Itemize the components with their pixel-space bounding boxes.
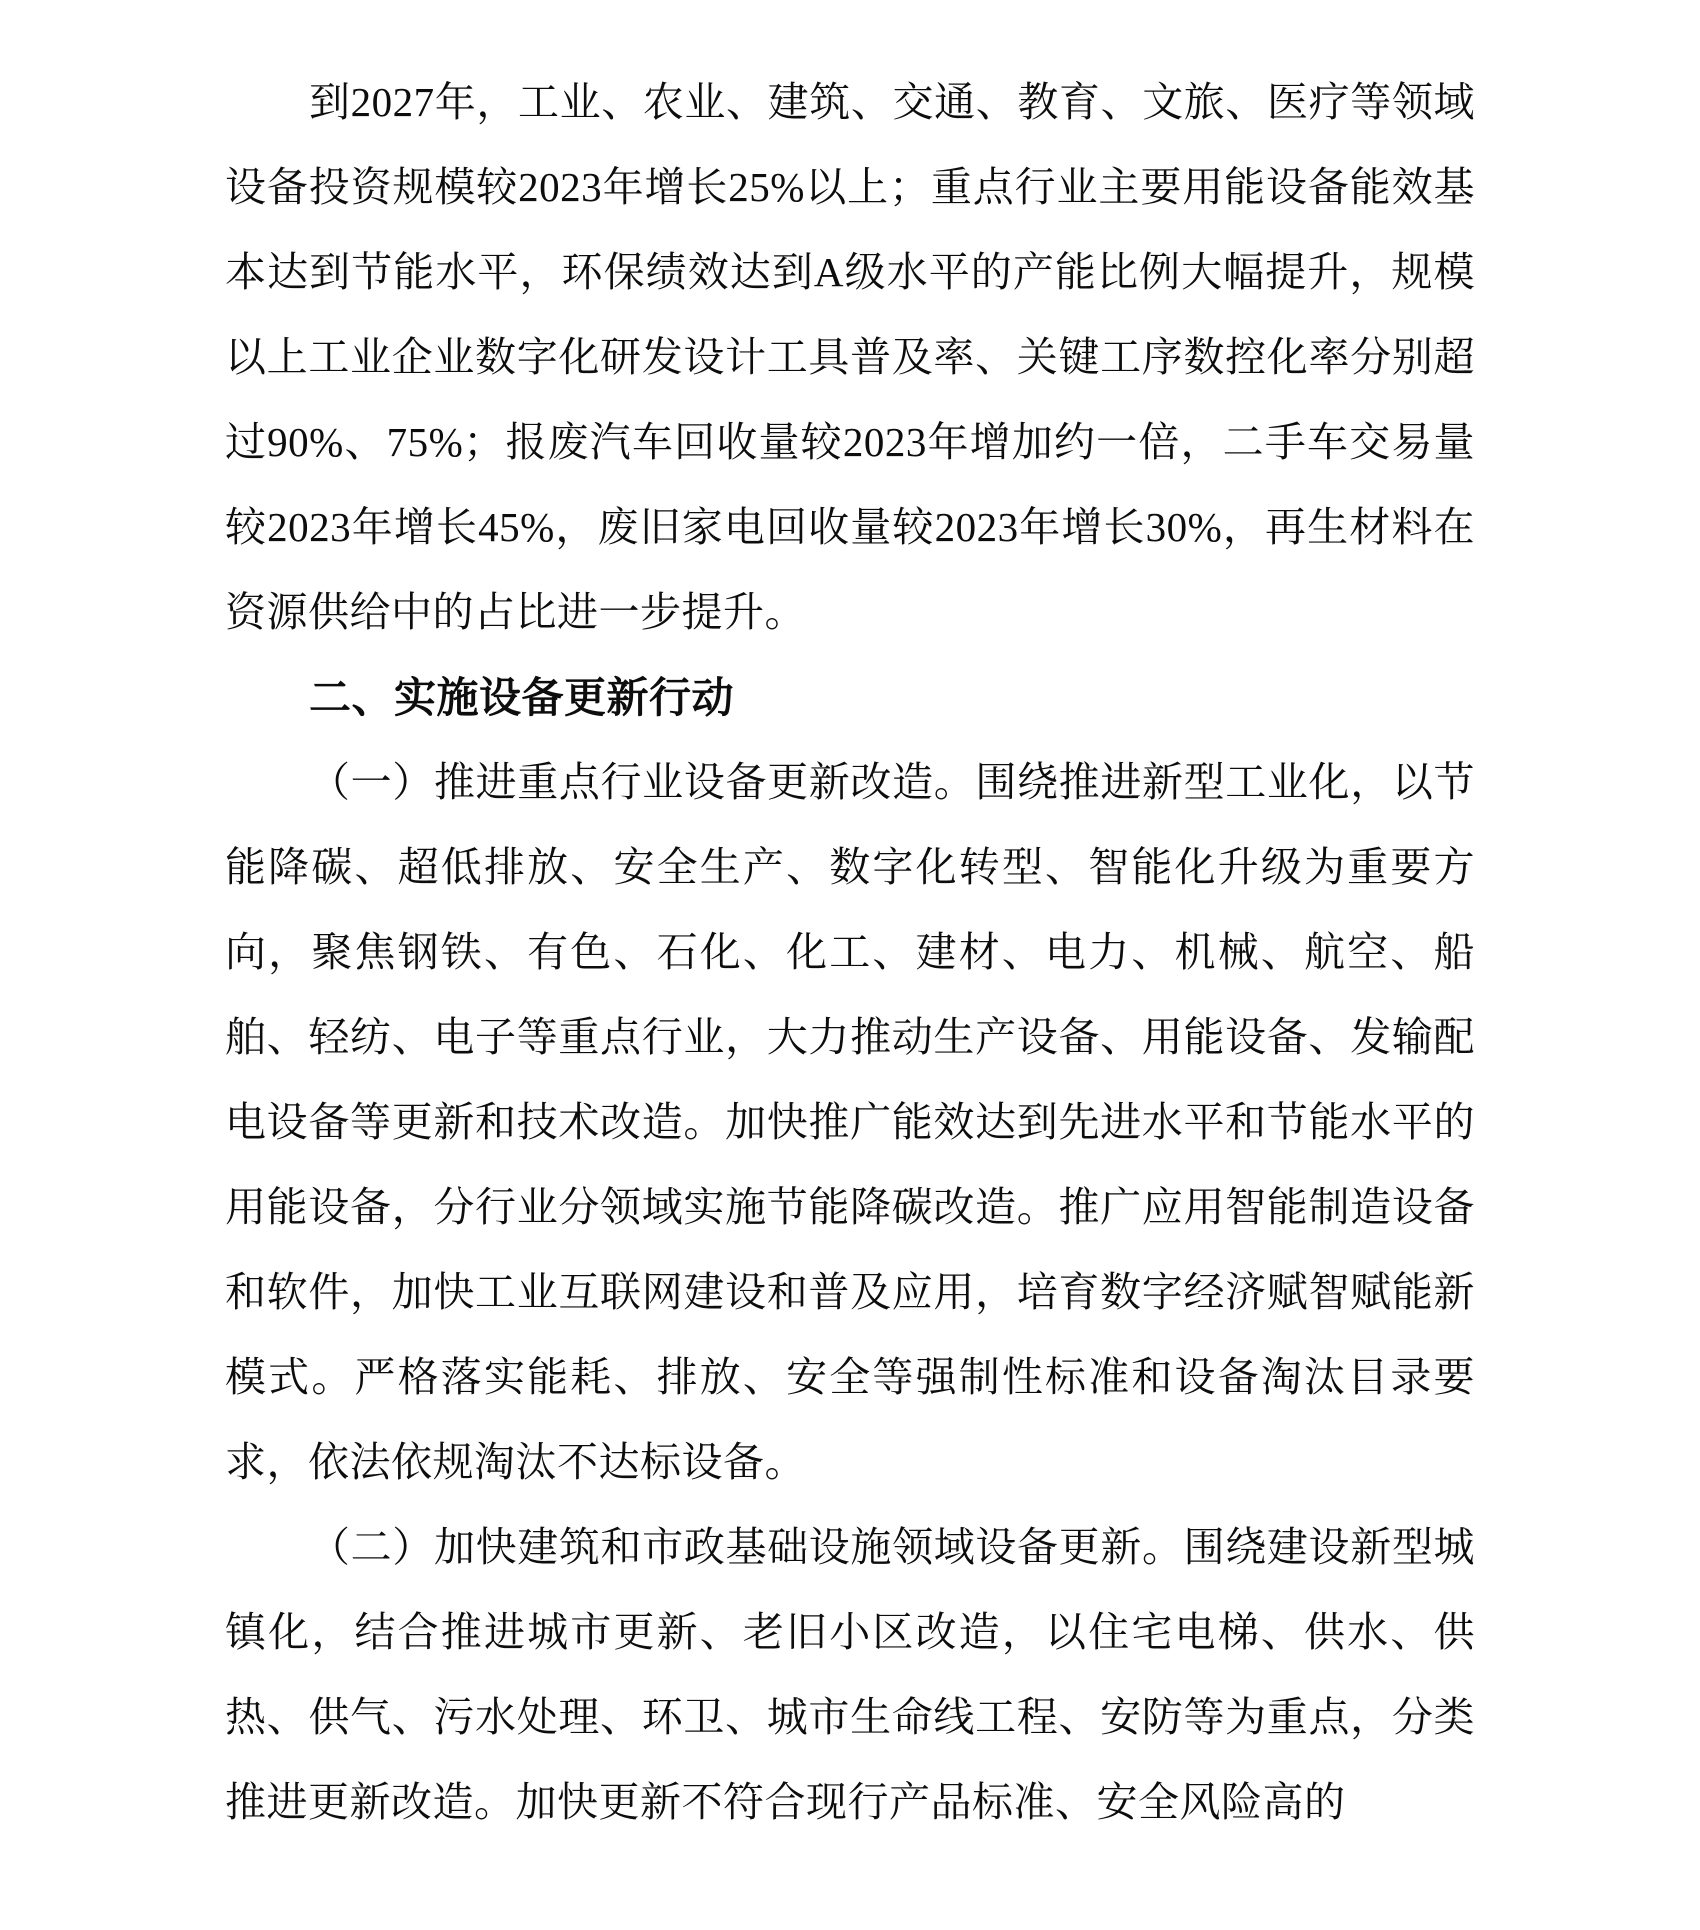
paragraph-item-one: （一）推进重点行业设备更新改造。围绕推进新型工业化，以节能降碳、超低排放、安全生产、数字化转型、智能化升级为重要方向，聚焦钢铁、有色、石化、化工、建材、电力、机械、航空、船舶、轻纺、电子等重点行业，大力推动生产设备、用能设备、发输配电设备等更新和技术改造。加快推广能效达到先进水平和节能水平的用能设备，分行业分领域实施节能降碳改造。推广应用智能制造设备和软件，加快工业互联网建设和普及应用，培育数字经济赋智赋能新模式。严格落实能耗、排放、安全等强制性标准和设备淘汰目录要求，依法依规淘汰不达标设备。 [225, 759, 1475, 1485]
heading-section-two: 二、实施设备更新行动 [309, 674, 735, 721]
paragraph-item-two: （二）加快建筑和市政基础设施领域设备更新。围绕建设新型城镇化，结合推进城市更新、老旧小区改造，以住宅电梯、供水、供热、供气、污水处理、环卫、城市生命线工程、安防等为重点，分类推进更新改造。加快更新不符合现行产品标准、安全风险高的 [225, 1524, 1475, 1825]
document-body [225, 60, 1475, 1845]
paragraph-goals-2027: 到2027年，工业、农业、建筑、交通、教育、文旅、医疗等领域设备投资规模较2023年增长25%以上；重点行业主要用能设备能效基本达到节能水平，环保绩效达到A级水平的产能比例大幅提升，规模以上工业企业数字化研发设计工具普及率、关键工序数控化率分别超过90%、75%；报废汽车回收量较2023年增加约一倍，二手车交易量较2023年增长45%，废旧家电回收量较2023年增长30%，再生材料在资源供给中的占比进一步提升。 [225, 79, 1475, 635]
